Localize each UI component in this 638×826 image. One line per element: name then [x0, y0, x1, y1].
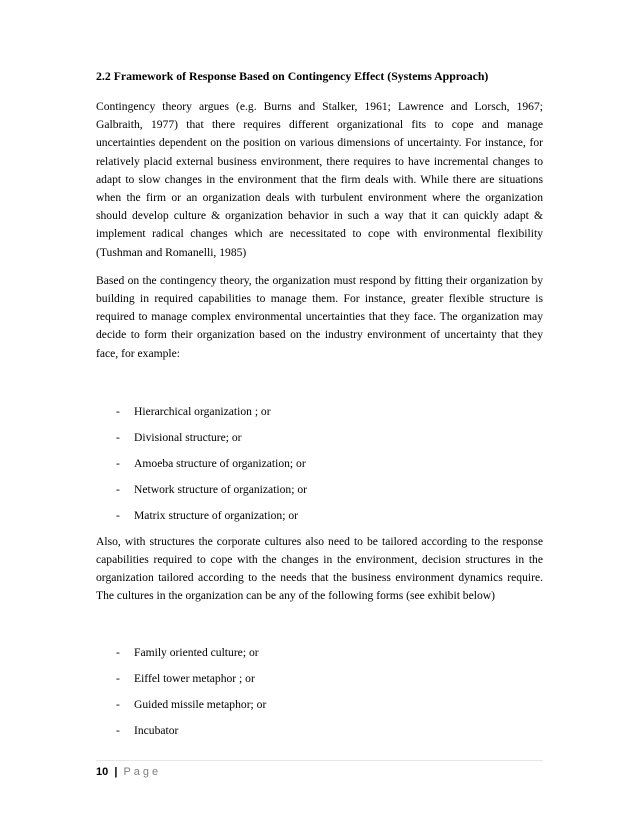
bullet-dash: - [116, 645, 120, 659]
list-item [96, 429, 543, 455]
list-item [96, 722, 543, 748]
list-item [96, 644, 543, 670]
list-item-text: Network structure of organization; or [134, 482, 307, 496]
paragraph-contingency-theory: Contingency theory argues (e.g. Burns and Stalker, 1961; Lawrence and Lorsch, 1967; Galbraith, 1977) that there requires different organizational fits to cope and manage uncertainties dependent on the position on various dimensions of uncertainty. For instance, for relatively placid external business environment, there requires to have incremental changes to adapt to slow changes in the environment that the firm deals with. While there are situations when the firm or an organization deals with turbulent environment where the organization should develop culture & organization behavior in such a way that it can quickly adapt & implement radical changes which are necessitated to cope with environmental flexibility (Tushman and Romanelli, 1985) [96, 100, 543, 259]
bullet-dash: - [116, 508, 120, 522]
page-number: 10 [96, 766, 109, 778]
culture-list [96, 644, 543, 748]
footer-divider [96, 760, 543, 761]
paragraph-organization-response: Based on the contingency theory, the organization must respond by fitting their organization by building in required capabilities to manage them. For instance, greater flexible structure is required to manage complex environmental uncertainties that they face. The organization may decide to form their organization based on the industry environment of uncertainty that they face, for example: [96, 273, 543, 360]
bullet-dash: - [116, 723, 120, 737]
list-item-text: Hierarchical organization ; or [134, 404, 271, 418]
list-item-text: Guided missile metaphor; or [134, 697, 267, 711]
list-item-text: Amoeba structure of organization; or [134, 456, 306, 470]
list-item-text: Divisional structure; or [134, 430, 242, 444]
bullet-dash: - [116, 671, 120, 685]
list-item-text: Family oriented culture; or [134, 645, 259, 659]
page-label: Page [123, 766, 162, 778]
page-content [96, 68, 543, 748]
page-footer [96, 766, 161, 778]
bullet-dash: - [116, 404, 120, 418]
bullet-dash: - [116, 456, 120, 470]
list-item [96, 696, 543, 722]
footer-separator: | [114, 766, 118, 778]
list-item-text: Incubator [134, 723, 179, 737]
list-item [96, 481, 543, 507]
structure-list [96, 403, 543, 533]
section-heading: 2.2 Framework of Response Based on Contingency Effect (Systems Approach) [96, 69, 489, 83]
list-item [96, 403, 543, 429]
list-item-text: Eiffel tower metaphor ; or [134, 671, 255, 685]
list-item [96, 670, 543, 696]
list-item [96, 507, 543, 533]
bullet-dash: - [116, 482, 120, 496]
list-item [96, 455, 543, 481]
bullet-dash: - [116, 697, 120, 711]
paragraph-corporate-cultures: Also, with structures the corporate cultures also need to be tailored according to the response capabilities required to cope with the changes in the environment, decision structures in the organization tailored according to the needs that the business environment dynamics require. The cultures in the organization can be any of the following forms (see exhibit below) [96, 534, 543, 603]
list-item-text: Matrix structure of organization; or [134, 508, 298, 522]
bullet-dash: - [116, 430, 120, 444]
